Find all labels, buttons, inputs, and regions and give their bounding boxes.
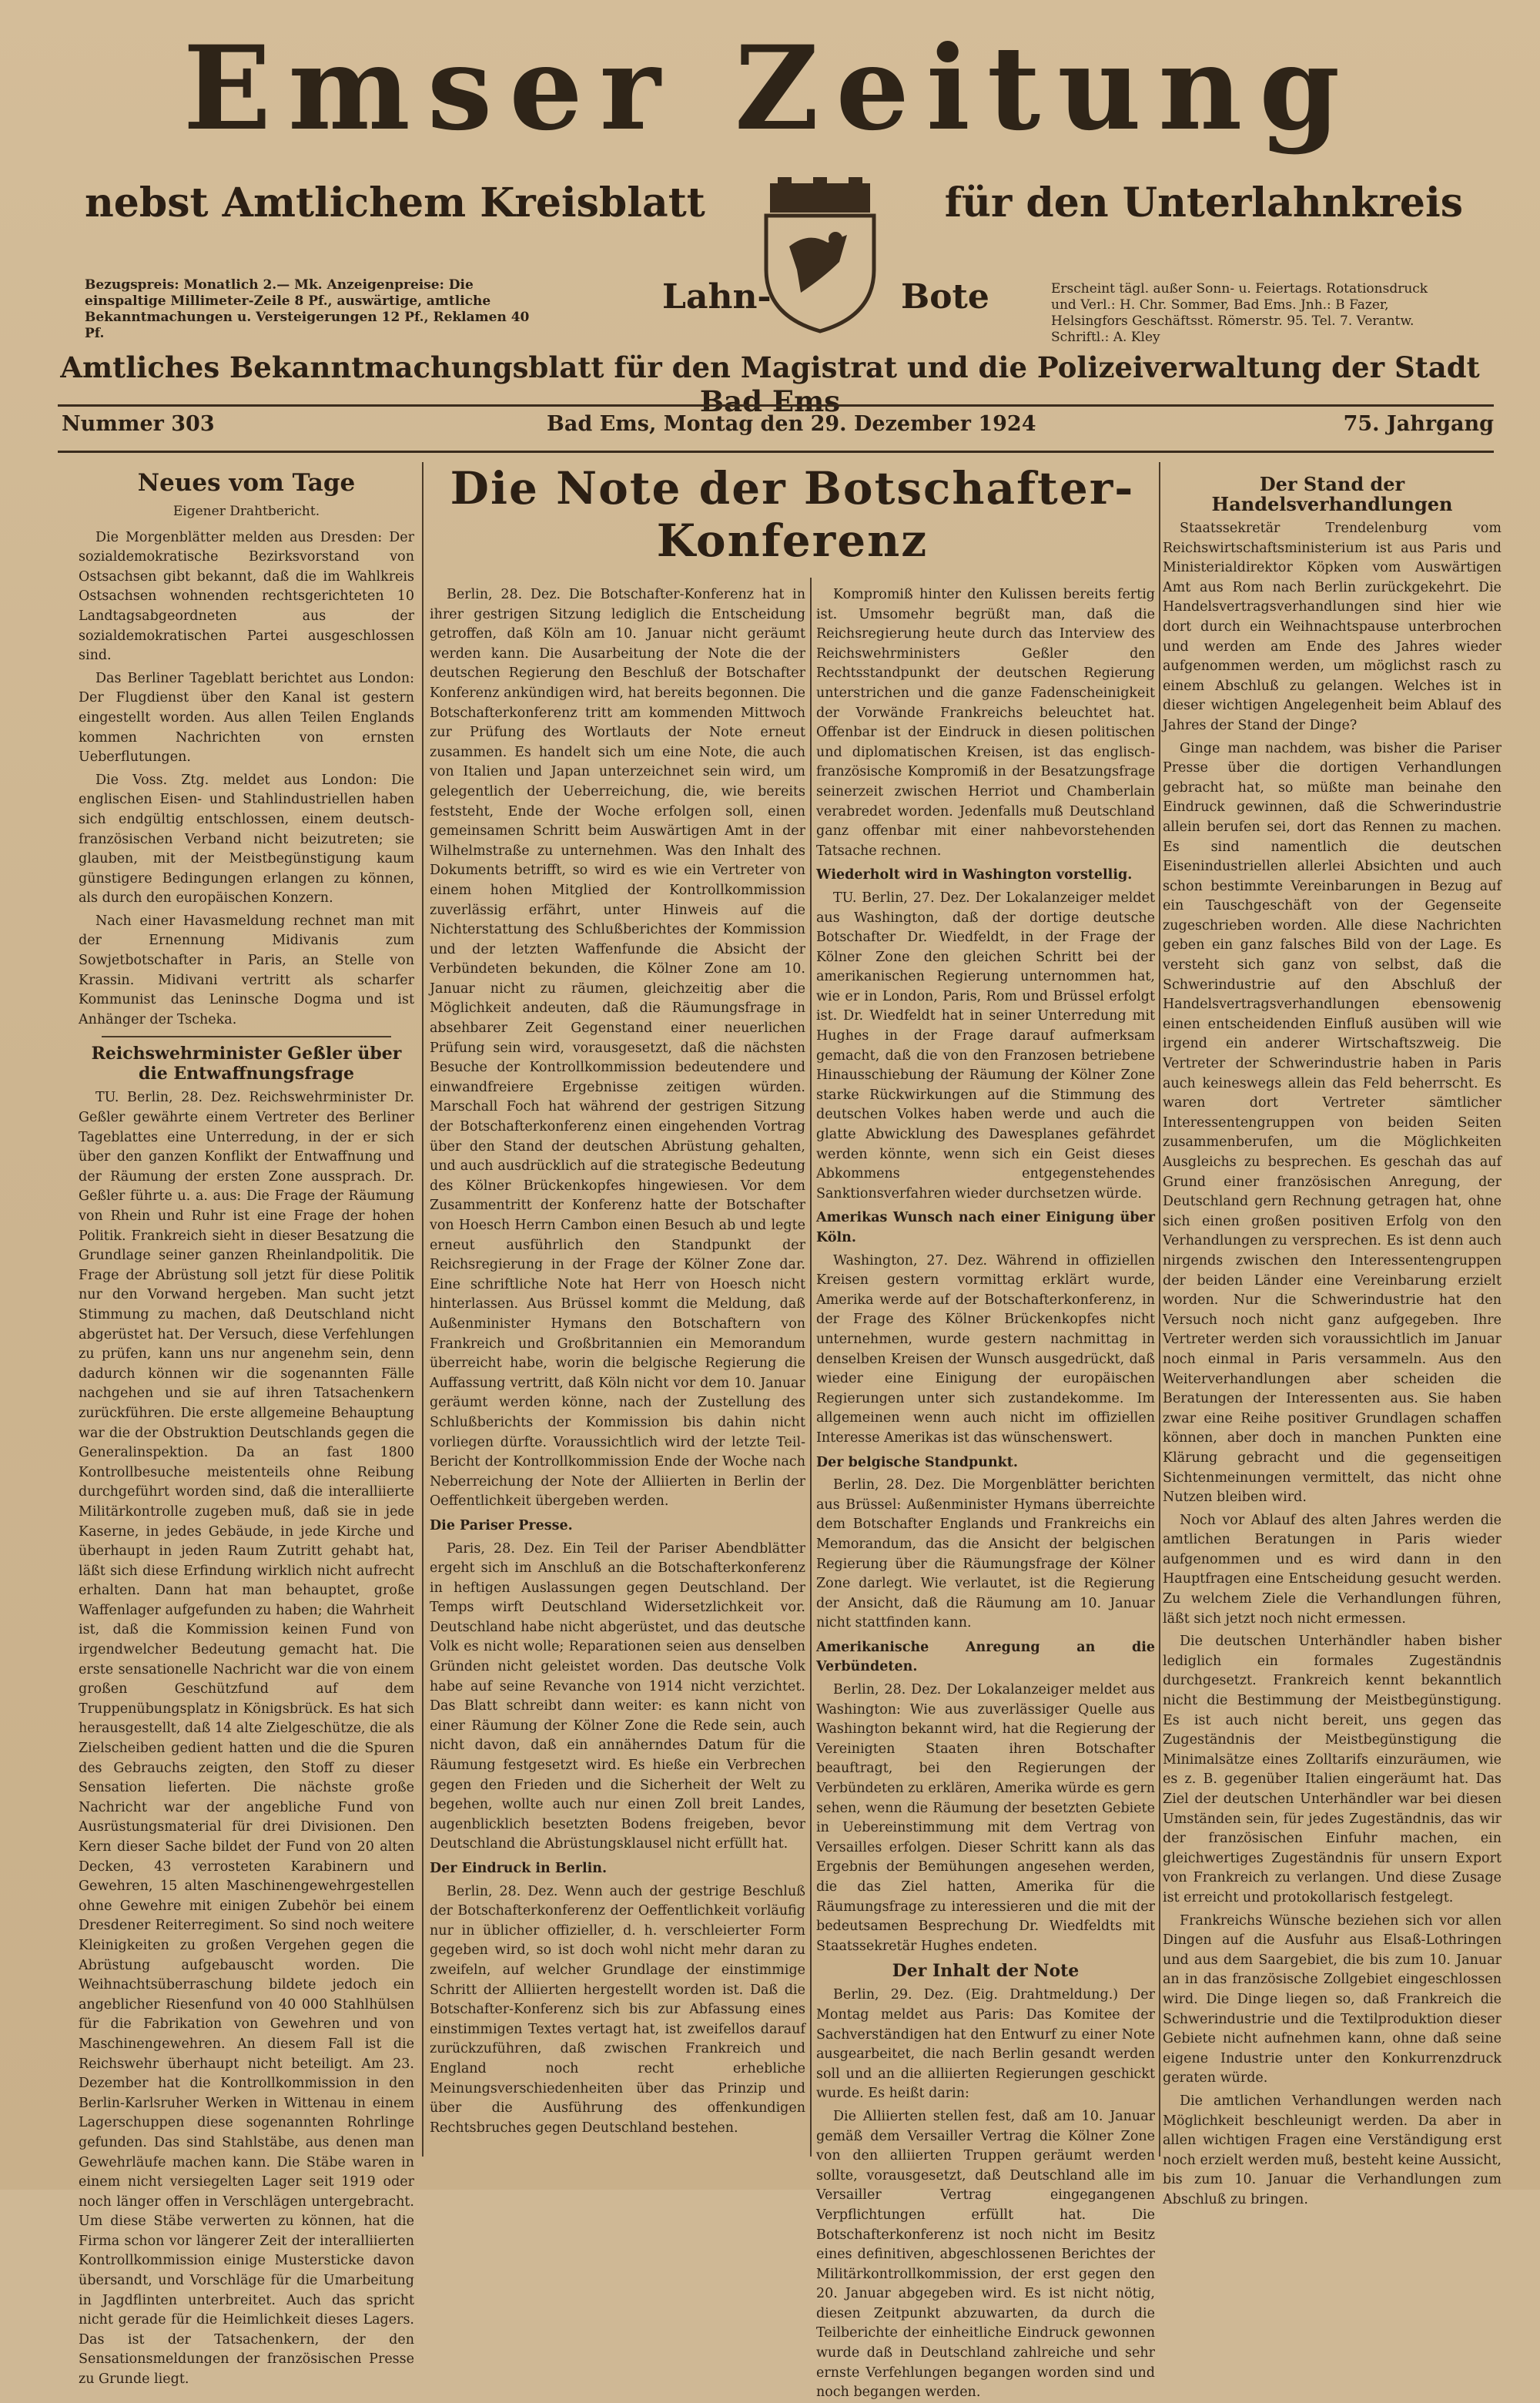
paragraph: Das Berliner Tageblatt berichtet aus London: Der Flugdienst über den Kanal ist gestern eingestellt worden. Aus allen Teilen Englands kommen Nachrichten von ernsten Ueberflutungen. xyxy=(79,670,414,766)
paragraph: Washington, 27. Dez. Während in offiziellen Kreisen gestern vormittag erklärt wurde, Amerika werde auf der Botschafterkonferenz, in der Frage des Kölner Brückenkopfes nicht unternehmen, wurde gestern nachmittag in denselben Kreisen der Wunsch ausgedrückt, daß wieder eine Einigung der europäischen Regierungen unter sich zustandekomme. Im allgemeinen wenn auch nicht im offiziellen Interesse Amerikas ist das wünschenswert. xyxy=(816,1252,1155,1446)
paragraph: Nach einer Havasmeldung rechnet man mit der Ernennung Midivanis zum Sowjetbotschafter in Paris, an Stelle von Krassin. Midivani vertritt als scharfer Kommunist das Leninsche Dogma und ist Anhänger der Tscheka. xyxy=(79,913,414,1027)
paragraph: Kompromiß hinter den Kulissen bereits fertig ist. Umsomehr begrüßt man, daß die Reichsregierung heute durch das Interview des Reichswehrministers Geßler den Rechtsstandpunkt der deutschen Regierung unterstrichen und die ganze Fadenscheinigkeit der Vorwände Frankreichs beleuchtet hat. Offenbar ist der Eindruck in diesen politischen und diplomatischen Kreisen, ist das englisch-französische Kompromiß in der Besatzungsfrage seinerzeit zwischen Herriot und Chamberlain verabredet worden. Jedenfalls muß Deutschland ganz offenbar mit einer nahbevorstehenden Tatsache rechnen. xyxy=(816,587,1155,859)
column-trade xyxy=(1163,470,1502,2207)
section-heading: Der belgische Standpunkt. xyxy=(816,1454,1018,1470)
article-headline: Der Stand der Handelsverhandlungen xyxy=(1211,473,1453,515)
top-rule xyxy=(58,404,1494,407)
paragraph: Berlin, 28. Dez. Wenn auch der gestrige Beschluß der Botschafterkonferenz der Oeffentlichkeit vorläufig nur in üblicher offizieller, d. h. verschleierter Form gegeben wird, so ist doch wohl nicht mehr daran zu zweifeln, auf welcher Grundlage der einstimmige Schritt der Alliierten hergestellt worden ist. Daß die Botschafter-Konferenz sich bis zur Abfassung eines einstimmigen Textes vertagt hat, ist zweifellos darauf zurückzuführen, daß zwischen Frankreich und England noch recht erhebliche Meinungsverschiedenheiten über das Prinzip und über die Ausführung des offenkundigen Rechtsbruches gegen Deutschland bestehen. xyxy=(430,1883,805,2136)
article-headline: Der Inhalt der Note xyxy=(892,1961,1080,1982)
article-headline: Reichswehrminister Geßler über die Entwaffnungsfrage xyxy=(91,1044,402,1084)
column-note-1 xyxy=(430,585,805,2160)
paragraph: Die amtlichen Verhandlungen werden nach Möglichkeit beschleunigt werden. Da aber in allen wichtigen Fragen eine Verständigung erst noch erzielt werden muß, besteht keine Aussicht, bis zum 10. Januar die Verhandlungen zum Abschluß zu bringen. xyxy=(1163,2093,1502,2207)
paragraph: Die Voss. Ztg. meldet aus London: Die englischen Eisen- und Stahlindustriellen haben sich endgültig entschlossen, einem deutsch-französischen Verband nicht beizutreten; sie glauben, mit der Meistbegünstigung kaum günstigere Bedingungen erlangen zu können, als durch den europäischen Konzern. xyxy=(79,772,414,907)
section-heading: Amerikanische Anregung an die Verbündeten. xyxy=(816,1639,1155,1675)
subtitle-right: für den Unterlahnkreis xyxy=(944,179,1463,226)
paragraph: TU. Berlin, 28. Dez. Reichswehrminister Dr. Geßler gewährte einem Vertreter des Berliner Tageblattes eine Unterredung, in der er sich über den ganzen Konflikt der Entwaffnung und der Räumung der ersten Zone aussprach. Dr. Geßler führte u. a. aus: Die Frage der Räumung von Rhein und Ruhr ist eine Frage der hohen Politik. Frankreich sieht in dieser Besatzung die Grundlage seiner ganzen Rheinlandpolitik. Die Frage der Abrüstung soll jetzt für diese Politik nur den Vorwand hergeben. Man sucht jetzt Stimmung zu machen, daß Deutschland nicht abgerüstet hat. Der Versuch, diese Verfehlungen zu prüfen, kann uns nur angenehm sein, denn dadurch können wir die sogenannten Fälle nachgehen und sie auf ihren Tatsachenkern zurückführen. Die erste allgemeine Behauptung war die der Obstruktion Deutschlands gegen die Generalinspektion. Da an fast 1800 Kontrollbesuche meistenteils ohne Reibung durchgeführt worden sind, daß die interalliierte Militärkontrolle zugeben muß, daß sie in jede Kaserne, in jedes Gebäude, in jede Kirche und überhaupt in jeden Raum Zutritt gehabt hat, läßt sich diese Erfindung wirklich nicht aufrecht erhalten. Dann hat man behauptet, große Waffenlager aufgefunden zu haben; die Wahrheit ist, daß die Kommission keinen Fund von irgendwelcher Bedeutung gemacht hat. Die erste sensationelle Nachricht war die von einem großen Geschützfund auf dem Truppenübungsplatz in Königsbrück. Es hat sich herausgestellt, daß 14 alte Zielgeschütze, die als Zielscheiben gedient hatten und die die Spuren des Gebrauchs zeigten, den Stoff zu dieser Sensation lieferten. Die nächste große Nachricht war der angebliche Fund von Ausrüstungsmaterial für drei Divisionen. Den Kern dieser Sache bildet der Fund von 20 alten Decken, 43 verrosteten Karabinern und Gewehren, 15 alten Maschinengewehrgestellen ohne Gewehre mit einigen Zubehör bei einem Dresdener Reiterregiment. So sind noch weitere Kleinigkeiten zu großen Vergehen gegen die Abrüstung aufgebauscht worden. Die Weihnachtsüberraschung bildete jedoch ein angeblicher Riesenfund von 40 000 Stahlhülsen für die Fabrikation von Gewehren und von Maschinengewehren. An diesem Fall ist die Reichswehr überhaupt nicht beteiligt. Am 23. Dezember hat die Kontrollkommission in den Berlin-Karlsruher Werken in Wittenau in einem Lagerschuppen diese sogenannten Rohrlinge gefunden. Das sind Stahlstäbe, aus denen man Gewehrläufe machen kann. Die Stäbe waren in einem nicht versiegelten Lager seit 1919 oder noch länger offen in Verschlägen untergebracht. Um diese Stäbe verwerten zu können, hat die Firma schon vor längerer Zeit der interalliierten Kontrollkommission einige Mustersticke davon übersandt, und Vorschläge für die Umarbeitung in Jagdflinten unterbreitet. Auch das spricht nicht gerade für die Heimlichkeit dieses Lagers. Das ist der Tatsachenkern, der den Sensationsmeldungen der französischen Presse zu Grunde liegt. xyxy=(79,1090,414,2388)
section-heading: Die Pariser Presse. xyxy=(430,1517,573,1533)
section-heading: Wiederholt wird in Washington vorstellig. xyxy=(816,867,1133,883)
column-divider xyxy=(1159,462,1160,2157)
paragraph: Noch vor Ablauf des alten Jahres werden die amtlichen Beratungen in Paris wieder aufgenommen und es wird dann in den Hauptfragen eine Entscheidung gesucht werden. Zu welchem Ziele die Verhandlungen führen, läßt sich jetzt noch nicht ermessen. xyxy=(1163,1512,1502,1627)
newspaper-title: Emser Zeitung xyxy=(182,21,1358,156)
paragraph: Berlin, 28. Dez. Die Botschafter-Konferenz hat in ihrer gestrigen Sitzung lediglich die Entscheidung getroffen, daß Köln am 10. Januar nicht geräumt werden kann. Die Ausarbeitung der Note die der deutschen Regierung den Beschluß der Botschafter Konferenz ankündigen wird, hat bereits begonnen. Die Botschafterkonferenz tritt am kommenden Mittwoch zur Prüfung des Wortlauts der Note erneut zusammen. Es handelt sich um eine Note, die auch von Italien und Japan unterzeichnet sein wird, um gelegentlich der Ueberreichung, die, wie bereits feststeht, Ende der Woche erfolgen soll, einen gemeinsamen Schritt beim Auswärtigen Amt in der Wilhelmstraße zu unternehmen. Was den Inhalt des Dokuments betrifft, so wird es wie ein Vertreter von einem hohen Mitglied der Kontrollkommission zuverlässig erfährt, unter Hinweis auf die Nichterstattung des Schlußberichtes der Kommission und der letzten Waffenfunde die Absicht der Verbündeten bekunden, die Kölner Zone am 10. Januar nicht zu räumen, gleichzeitig aber die Möglichkeit andeuten, daß die Räumungsfrage in absehbarer Zeit Gegenstand einer neuerlichen Prüfung sein wird, vorausgesetzt, daß die nächsten Besuche der Kontrollkommission bedeutendere und einwandfreiere Ergebnisse zeitigen würden. Marschall Foch hat während der gestrigen Sitzung der Botschafterkonferenz einen eingehenden Vortrag über den Stand der deutschen Abrüstung gehalten, und auch ausdrücklich auf die strategische Bedeutung des Kölner Brückenkopfes hingewiesen. Vor dem Zusammentritt der Konferenz hatte der Botschafter von Hoesch Herrn Cambon einen Besuch ab und legte erneut ausführlich den Standpunkt der Reichsregierung in der Frage der Kölner Zone dar. Eine schriftliche Note hat Herr von Hoesch nicht hinterlassen. Aus Brüssel kommt die Meldung, daß Außenminister Hymans den Botschaftern von Frankreich und Großbritannien ein Memorandum überreicht habe, worin die belgische Regierung die Auffassung vertritt, daß Köln nicht vor dem 10. Januar geräumt werden könne, nach der Zustellung des Schlußberichts der Kommission bis dahin nicht vorliegen dürfte. Voraussichtlich wird der letzte Teil-Bericht der Kontrollkommission Ende der Woche nach Neberreichung der Note der Alliierten in Berlin der Oeffentlichkeit übergeben werden. xyxy=(430,587,805,1510)
paragraph: Berlin, 28. Dez. Der Lokalanzeiger meldet aus Washington: Wie aus zuverlässiger Quelle aus Washington bekannt wird, hat die Regierung der Vereinigten Staaten ihren Botschafter beauftragt, bei den Regierungen der Verbündeten zu erklären, Amerika würde es gern sehen, wenn die Räumung der besetzten Gebiete in Uebereinstimmung mit dem Vertrag von Versailles erfolgen. Dieser Schritt kann als das Ergebnis der Bemühungen angesehen werden, die das Ziel hatten, Amerika für die Räumungsfrage zu interessieren und die mit der bedeutsamen Besprechung Dr. Wiedfeldts mit Staatssekretär Hughes endeten. xyxy=(816,1682,1155,1954)
dateline xyxy=(62,412,1494,443)
section-heading: Amerikas Wunsch nach einer Einigung über Köln. xyxy=(816,1210,1155,1245)
column-note-2 xyxy=(816,585,1155,2401)
paragraph: Die deutschen Unterhändler haben bisher lediglich ein formales Zugeständnis durchgesetzt. Frankreich kennt bekanntlich nicht die Bestimmung der Meistbegünstigung. Es ist auch nicht bereit, uns gegen das Zugeständnis der Meistbegünstigung die Minimalsätze eines Zolltarifs einzuräumen, wie es z. B. gegenüber Italien eingeräumt hat. Das Ziel der deutschen Unterhändler war bei diesen Umständen sein, für jedes Zugeständnis, das wir der französischen Einfuhr machen, ein gleichwertiges Zugeständnis für unsern Export von Frankreich zu verlangen. Und diese Zusage ist erreicht und protokollarisch festgelegt. xyxy=(1163,1634,1502,1905)
paragraph: Berlin, 28. Dez. Die Morgenblätter berichten aus Brüssel: Außenminister Hymans überreichte dem Botschafter Englands und Frankreichs ein Memorandum, das die Ansicht der belgischen Regierung über die Räumungsfrage der Kölner Zone darlegt. Wie verlautet, ist die Regierung der Ansicht, daß die Räumung am 10. Januar nicht stattfinden kann. xyxy=(816,1477,1155,1631)
article-headline: Neues vom Tage xyxy=(137,469,356,497)
coat-of-arms-icon xyxy=(755,177,886,335)
bottom-rule xyxy=(58,451,1494,453)
paragraph: Berlin, 29. Dez. (Eig. Drahtmeldung.) Der Montag meldet aus Paris: Das Komitee der Sachverständigen hat den Entwurf zu einer Note ausgearbeitet, die nach Berlin gesandt werden soll und an die alliierten Regierungen geschickt wurde. Es heißt darin: xyxy=(816,1987,1155,2102)
article-subhead: Eigener Drahtbericht. xyxy=(172,504,320,519)
subtitle-left: nebst Amtlichem Kreisblatt xyxy=(85,179,705,226)
masthead-subline xyxy=(46,173,1494,345)
section-heading: Der Eindruck in Berlin. xyxy=(430,1861,608,1876)
column-divider xyxy=(422,462,424,2157)
paragraph: Ginge man nachdem, was bisher die Pariser Presse über die dortigen Verhandlungen gebracht hat, so müßte man beinahe den Eindruck gewinnen, daß die Schwerindustrie allein berufen sei, dort das Rennen zu machen. Es sind namentlich die deutschen Eisenindustriellen allerlei Absichten und auch schon bestimmte Vereinbarungen in Bezug auf ein Tauschgeschäft von der Gegenseite zugeschrieben worden. Alle diese Nachrichten geben ein ganz falsches Bild von der Lage. Es versteht sich ganz von selbst, daß die Schwerindustrie auf den Abschluß der Handelsvertragsverhandlungen ebensowenig einen entscheidenden Einfluß ausüben will wie irgend ein anderer Wirtschaftszweig. Die Vertreter der Schwerindustrie haben in Paris auch keineswegs allein das Feld beherrscht. Es waren dort Vertreter sämtlicher Interessentengruppen von beiden Seiten zusammenberufen, um die Möglichkeiten Ausgleichs zu besprechen. Es geschah das auf Grund einer französischen Anregung, der Deutschland gern Rechnung getragen hat, ohne sich einen großen positiven Erfolg von den Verhandlungen zu versprechen. Es ist denn auch nirgends zwischen den Interessentengruppen der beiden Länder eine Vereinbarung erzielt worden. Nur die Schwerindustrie hat den Versuch noch nicht ganz aufgegeben. Ihre Vertreter werden sich voraussichtlich im Januar noch einmal in Paris versammeln. Aus den Weiterverhandlungen aber scheiden die Beratungen der Interessenten aus. Sie haben zwar eine Reihe positiver Grundlagen schaffen können, aber doch in manchen Punkten eine Klärung gebracht und die gegenseitigen Sichtenmeinungen vermittelt, das nicht ohne Nutzen bleiben wird. xyxy=(1163,740,1502,1506)
column-divider xyxy=(810,578,812,2157)
bote-label: Bote xyxy=(901,277,989,317)
issue-number: Nummer 303 xyxy=(62,412,215,436)
separator xyxy=(102,1036,391,1037)
masthead xyxy=(46,15,1494,189)
paragraph: Die Alliierten stellen fest, daß am 10. Januar gemäß dem Versailler Vertrag die Kölner Zone von den alliierten Truppen geräumt werden sollte, vorausgesetzt, daß Deutschland alle im Versailler Vertrag eingegangenen Verpflichtungen erfüllt hat. Die Botschafterkonferenz ist noch nicht im Besitz eines definitiven, abgeschlossenen Berichtes der Militärkontrollkommission, der erst gegen den 20. Januar abgegeben wird. Es ist nicht nötig, diesen Zeitpunkt abzuwarten, da durch die Teilberichte der einheitliche Eindruck gewonnen wurde daß in Deutschland zahlreiche und sehr ernste Verfehlungen begangen worden sind und noch begangen werden. xyxy=(816,2108,1155,2401)
main-headline: Die Note der Botschafter-Konferenz xyxy=(450,462,1135,567)
issue-date: Bad Ems, Montag den 29. Dezember 1924 xyxy=(547,412,1036,436)
paragraph: Paris, 28. Dez. Ein Teil der Pariser Abendblätter ergeht sich im Anschluß an die Botschafterkonferenz in heftigen Auslassungen gegen Deutschland. Der Temps wirft Deutschland Widersetzlichkeit vor. Deutschland habe nicht abgerüstet, und das deutsche Volk es nicht wolle; Reparationen seien aus denselben Gründen nicht geleistet worden. Das deutsche Volk habe auf seine Revanche von 1914 nicht verzichtet. Das Blatt schreibt dann weiter: es kann nicht von einer Räumung der Kölner Zone die Rede sein, auch nicht davon, daß ein annäherndes Datum für die Räumung festgesetzt wird. Es hieße ein Verbrechen gegen den Frieden und die Sicherheit der Welt zu begehen, wollte auch nur einen Zoll breit Landes, augenblicklich besetzten Bodens freigeben, bevor Deutschland die Abrüstungsklausel nicht erfüllt hat. xyxy=(430,1540,805,1852)
paragraph: Staatssekretär Trendelenburg vom Reichswirtschaftsministerium ist aus Paris und Ministerialdirektor Köpken vom Auswärtigen Amt aus Rom nach Berlin zurückgekehrt. Die Handelsvertragsverhandlungen sind hier wie dort durch ein Weihnachtspause unterbrochen und werden am Ende des Jahres wieder aufgenommen werden, um möglichst rasch zu einem Abschluß zu gelangen. Welches ist in dieser wichtigen Angelegenheit beim Ablauf des Jahres der Stand der Dinge? xyxy=(1163,521,1502,733)
column-news xyxy=(79,469,414,2388)
paragraph: TU. Berlin, 27. Dez. Der Lokalanzeiger meldet aus Washington, daß der dortige deutsche Botschafter Dr. Wiedfeldt, in der Frage der Kölner Zone den gleichen Schritt bei der amerikanischen Regierung unternommen hat, wie er in London, Paris, Rom und Brüssel erfolgt ist. Dr. Wiedfeldt hat in seiner Unterredung mit Hughes in der Frage darauf aufmerksam gemacht, daß die von den Franzosen betriebene Hinausschiebung der Räumung der Kölner Zone starke Rückwirkungen auf die Stimmung des deutschen Volkes haben werde und auch die glatte Abwicklung des Dawesplanes gefährdet werden könnte, wenn sich ein Geist dieses Abkommens entgegenstehendes Sanktionsverfahren wieder durchsetzen würde. xyxy=(816,890,1155,1202)
volume-number: 75. Jahrgang xyxy=(1343,412,1494,436)
publisher-info: Erscheint tägl. außer Sonn- u. Feiertags. Rotationsdruck und Verl.: H. Chr. Sommer, Bad Ems. Jnh.: B Fazer, Helsingfors Geschäftsst. Römerstr. 95. Tel. 7. Verantw. Schriftl.: A. Kley xyxy=(1051,281,1428,345)
lahn-label: Lahn- xyxy=(662,277,772,317)
paragraph: Die Morgenblätter melden aus Dresden: Der sozialdemokratische Bezirksvorstand von Ostsachsen gibt bekannt, daß die im Wahlkreis Ostsachsen wohnenden rechtsgerichteten 10 Landtagsabgeordneten aus der sozialdemokratischen Partei ausgeschlossen sind. xyxy=(79,529,414,664)
official-gazette-line: Amtliches Bekanntmachungsblatt für den Magistrat und die Polizeiverwaltung der Stadt Bad Ems xyxy=(60,350,1480,418)
price-info: Bezugspreis: Monatlich 2.— Mk. Anzeigenpreise: Die einspaltige Millimeter-Zeile 8 Pf., auswärtige, amtliche Bekanntmachungen u. Versteigerungen 12 Pf., Reklamen 40 Pf. xyxy=(85,277,530,341)
paragraph: Frankreichs Wünsche beziehen sich vor allen Dingen auf die Ausfuhr aus Elsaß-Lothringen und aus dem Saargebiet, die bis zum 10. Januar an in das französische Zollgebiet eingeschlossen wird. Die Dinge liegen so, daß Frankreich die Schwerindustrie und die Textilproduktion dieser Gebiete nicht aufnehmen kann, ohne daß seine eigene Industrie unter den Konkurrenzdruck geraten würde. xyxy=(1163,1912,1502,2086)
